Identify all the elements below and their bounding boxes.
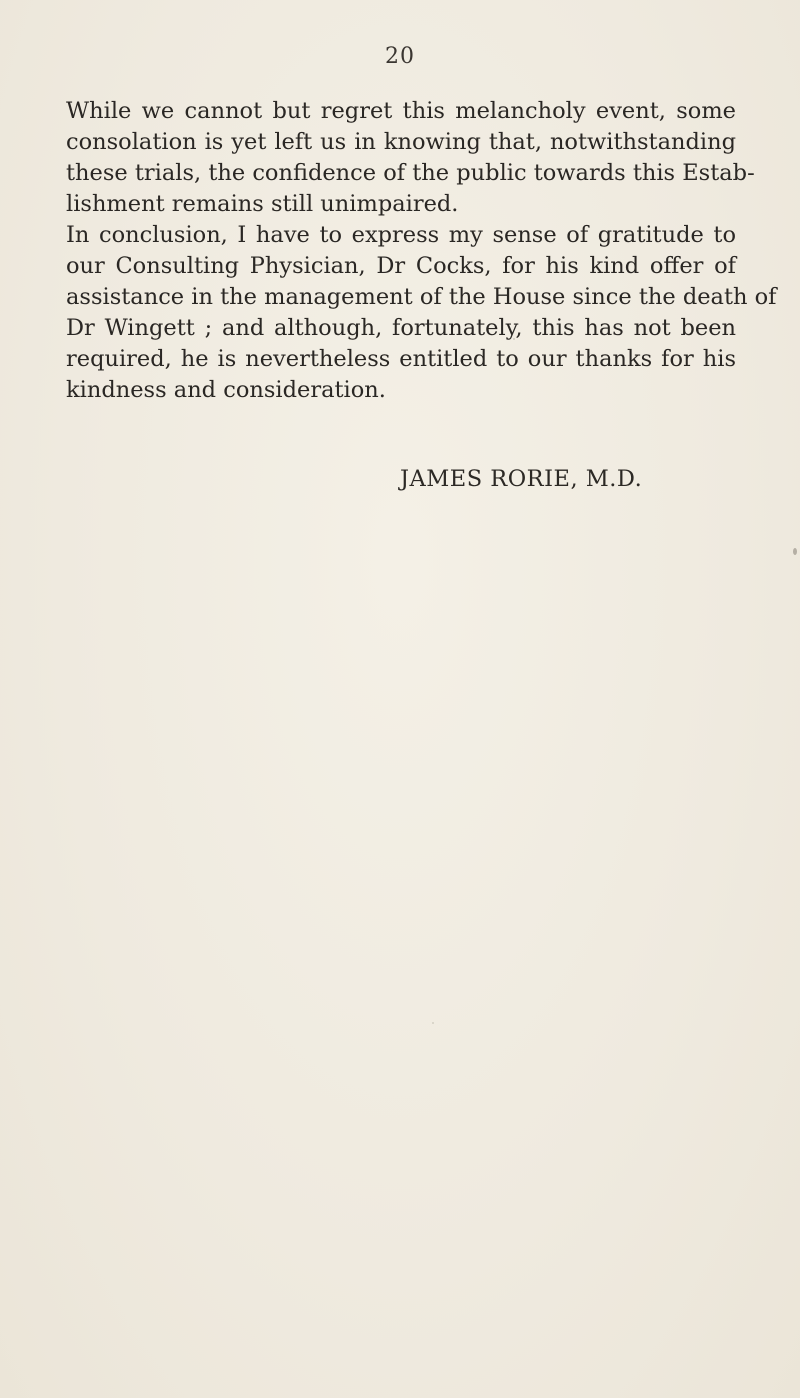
paragraph-1: [66, 96, 755, 220]
text-line: While we cannot but regret this melancholy event, some: [66, 98, 736, 124]
text-line: Dr Wingett ; and although, fortunately, this has not been: [66, 315, 736, 341]
text-line: these trials, the confidence of the public towards this Estab-: [66, 160, 755, 186]
text-line: assistance in the management of the House since the death of: [66, 284, 777, 310]
text-line: lishment remains still unimpaired.: [66, 191, 459, 217]
text-line: In conclusion, I have to express my sense of gratitude to: [66, 222, 736, 248]
paper-speck: [432, 1022, 434, 1024]
page-number: 20: [385, 44, 415, 69]
paper-speck: [793, 548, 797, 555]
paragraph-2: [66, 220, 777, 406]
body-text: [66, 96, 777, 406]
signature: JAMES RORIE, M.D.: [400, 466, 643, 492]
text-line: our Consulting Physician, Dr Cocks, for his kind offer of: [66, 253, 736, 279]
text-line: kindness and consideration.: [66, 377, 386, 403]
text-line: consolation is yet left us in knowing that, notwithstanding: [66, 129, 736, 155]
paper-speck: [513, 338, 515, 340]
text-line: required, he is nevertheless entitled to our thanks for his: [66, 346, 736, 372]
